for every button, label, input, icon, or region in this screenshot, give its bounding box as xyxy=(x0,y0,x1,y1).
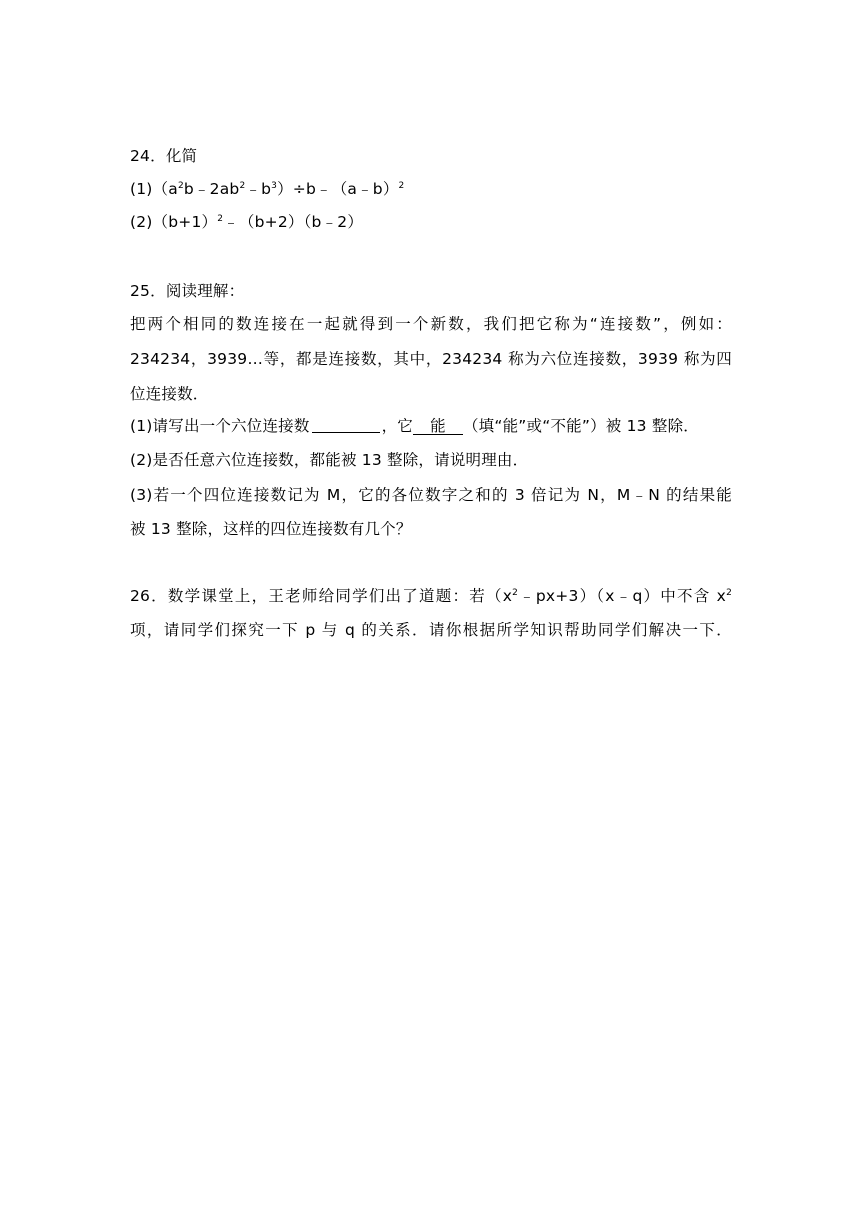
exponent: 2 xyxy=(177,181,184,191)
q25-intro-line-1: 把两个相同的数连接在一起就得到一个新数，我们把它称为“连接数”，例如： xyxy=(130,315,732,333)
exponent: 2 xyxy=(512,588,519,598)
q24-item-2 xyxy=(130,212,363,232)
q25-item-3-line-1: (3)若一个四位连接数记为 M，它的各位数字之和的 3 倍记为 N，M﹣N 的结果能 xyxy=(130,486,732,504)
q24-item-2-part: ﹣（b+2）（b﹣2） xyxy=(223,213,364,231)
exponent: 2 xyxy=(398,181,405,191)
q25-item-1-part: (1)请写出一个六位连接数 xyxy=(130,417,310,435)
q26-line-1-part: ﹣px+3）（x﹣q）中不含 x xyxy=(518,587,727,605)
q24-item-2-part: (2)（b+1） xyxy=(130,213,218,231)
q25-intro-line-2: 234234，3939…等，都是连接数，其中，234234 称为六位连接数，3939 称为四 xyxy=(130,350,732,368)
q26-line-2: 项，请同学们探究一下 p 与 q 的关系．请你根据所学知识帮助同学们解决一下． xyxy=(130,621,732,639)
q25-intro-line-3: 位连接数． xyxy=(130,385,209,403)
exponent: 2 xyxy=(239,181,246,191)
q25-item-1-part: ，它 xyxy=(381,417,413,435)
q24-item-1 xyxy=(130,179,404,199)
q24-item-1-part: ）÷b﹣（a﹣b） xyxy=(277,180,399,198)
q25-item-3-line-2: 被 13 整除，这样的四位连接数有几个？ xyxy=(130,520,412,538)
exponent: 2 xyxy=(726,588,732,598)
q26-line-1 xyxy=(130,586,732,606)
q25-title: 25．阅读理解： xyxy=(130,282,245,300)
q24-item-1-part: b﹣2ab xyxy=(183,180,240,198)
q24-title: 24．化简 xyxy=(130,147,198,165)
filled-answer: 能 xyxy=(413,418,463,435)
q25-item-1 xyxy=(130,416,699,436)
fill-in-blank[interactable] xyxy=(312,416,380,433)
exponent: 3 xyxy=(271,181,278,191)
q26-line-1-part: 26．数学课堂上，王老师给同学们出了道题：若（x xyxy=(130,587,513,605)
q24-item-1-part: ﹣b xyxy=(245,180,272,198)
q25-item-1-part: （填“能”或“不能”）被 13 整除． xyxy=(462,417,699,435)
q25-item-2: (2)是否任意六位连接数，都能被 13 整除，请说明理由． xyxy=(130,451,529,469)
q24-item-1-part: (1)（a xyxy=(130,180,178,198)
exponent: 2 xyxy=(217,214,224,224)
